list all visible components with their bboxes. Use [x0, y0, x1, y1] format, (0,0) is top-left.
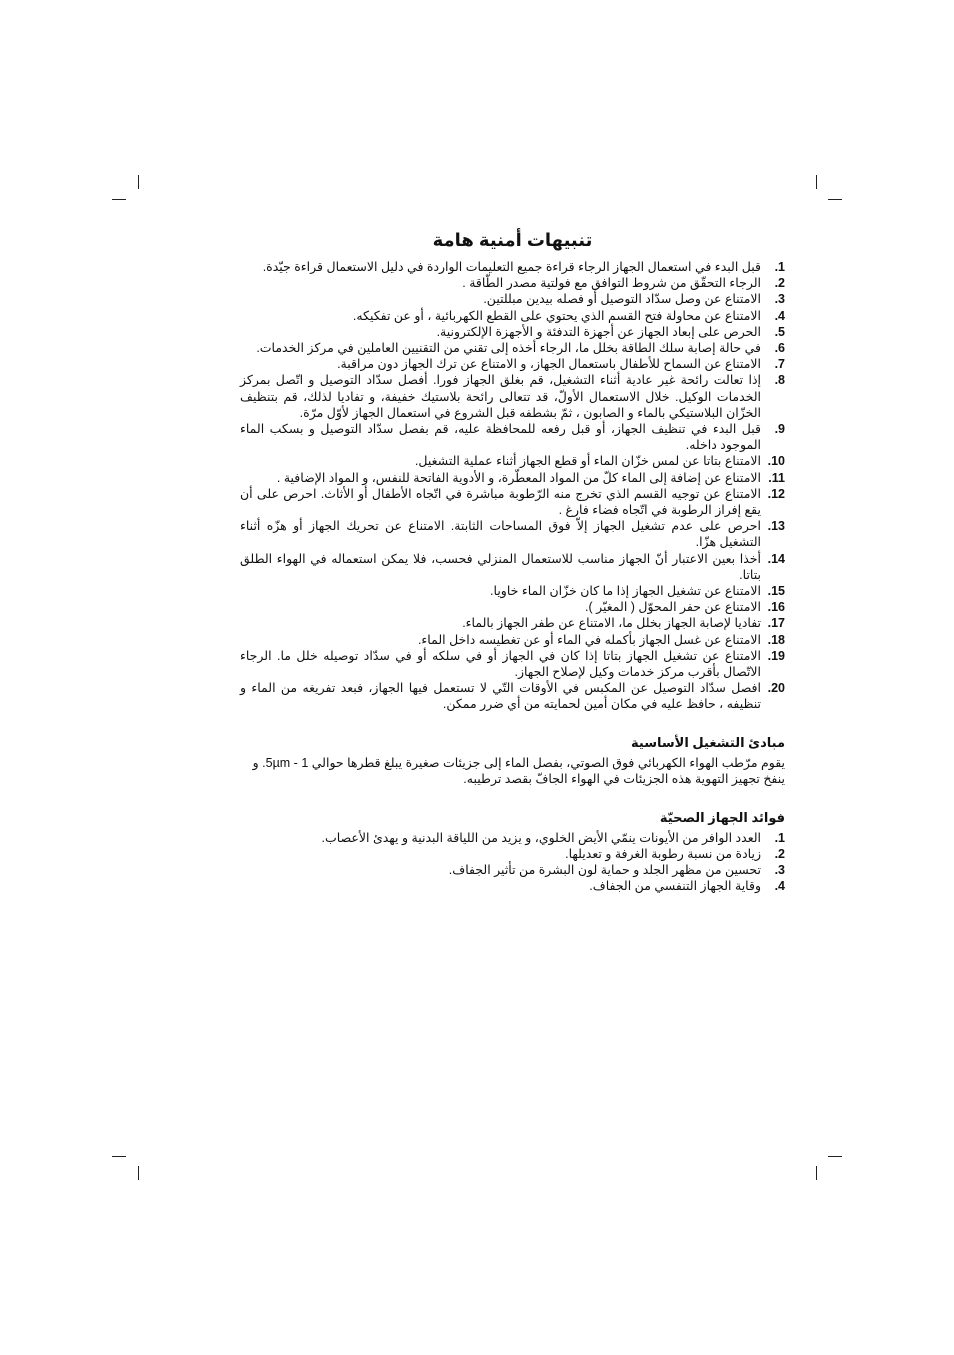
item-number: 12.: [767, 486, 785, 501]
crop-mark-bottom-left-vertical: [138, 1166, 139, 1180]
item-number: 17.: [767, 616, 785, 631]
item-number: 18.: [767, 632, 785, 647]
item-number: 8.: [774, 373, 785, 388]
item-text: الامتناع عن محاولة فتح القسم الذي يحتوي على القطع الكهربائية ، أو عن تفكيكه.: [352, 308, 761, 323]
item-text: العدد الوافر من الأيونات ينمّي الأيض الخلوي، و يزيد من اللياقة البدنية و يهدئ الأعصاب.: [321, 830, 761, 845]
list-item: [240, 259, 785, 275]
crop-mark-top-right-vertical: [816, 175, 817, 189]
list-item: [240, 340, 785, 356]
list-item: [240, 599, 785, 615]
crop-mark-top-left-vertical: [138, 175, 139, 189]
list-item: [240, 551, 785, 583]
crop-mark-top-right-horizontal: [828, 199, 842, 200]
item-text: الامتناع عن السماح للأطفال باستعمال الجهاز، و الامتناع عن ترك الجهاز دون مراقبة.: [337, 357, 761, 372]
list-item: [240, 356, 785, 372]
list-item: [240, 648, 785, 680]
item-number: 14.: [767, 551, 785, 566]
item-text: الامتناع عن غسل الجهاز بأكمله في الماء أو عن تغطيسه داخل الماء.: [417, 632, 761, 647]
list-item: [240, 470, 785, 486]
item-text: احرص على عدم تشغيل الجهاز إلاّ فوق المساحات الثابتة. الامتناع عن تحريك الجهاز أو هزّه أثناء التشغيل هزّا.: [240, 519, 761, 550]
list-item: [240, 583, 785, 599]
list-item: [240, 453, 785, 469]
item-text: الامتناع عن حفر المحوّل ( المغيّر ).: [585, 600, 761, 615]
item-text: الامتناع بتاتا عن لمس خزّان الماء أو قطع الجهاز أثناء عملية التشغيل.: [414, 454, 761, 469]
item-text: زيادة من نسبة رطوبة الغرفة و تعديلها.: [565, 846, 761, 861]
item-text: الرجاء التحقّق من شروط التوافق مع فولتية مصدر الطّاقة .: [462, 276, 761, 291]
item-number: 19.: [767, 648, 785, 663]
item-number: 3.: [774, 863, 785, 878]
item-text: الامتناع عن توجيه القسم الذي تخرج منه الرّطوبة مباشرة في اتّجاه الأطفال أو الأثاث. احرص على أن يقع إفراز الرطوبة في اتّجاه فضاء فارغ .: [240, 486, 761, 518]
list-item: [240, 372, 785, 421]
item-number: 4.: [774, 879, 785, 894]
item-number: 15.: [767, 584, 785, 599]
crop-mark-top-left-horizontal: [112, 199, 126, 200]
item-number: 9.: [774, 422, 785, 437]
page-content: [240, 230, 785, 895]
list-item: [240, 632, 785, 648]
crop-mark-bottom-right-horizontal: [828, 1156, 842, 1157]
list-item: [240, 680, 785, 712]
item-number: 3.: [774, 292, 785, 307]
page-title: تنبيهات أمنية هامة: [432, 230, 593, 250]
item-number: 1.: [774, 830, 785, 845]
item-text: الامتناع عن إضافة إلى الماء كلّ من المواد المعطّرة، و الأدوية الفاتحة للنفس، و المواد الإضافية .: [276, 470, 761, 485]
item-text: الامتناع عن تشغيل الجهاز بتاتا إذا كان في الجهاز أو في سلكه أو في سدّاد توصيله خلل ما. الرجاء الاتّصال بأقرب مركز خدمات وكيل لإصلاح الجهاز.: [240, 648, 761, 680]
item-text: إذا تعالت رائحة غير عادية أثناء التشغيل، قم بغلق الجهاز فورا. أفصل سدّاد التوصيل و اتّصل بمركز الخدمات الوكيل. خلال الاستعمال الأولّ، قد تتعالى رائحة بلاستيك خفيفة، و تفاديا لذلك، قم بتنظيف الخزّان البلاستيكي بالماء و الصابون ، ثمّ بشطفه قبل الشروع في استعمال الجهاز لأوّل مرّة.: [240, 373, 761, 420]
list-item: [240, 291, 785, 307]
item-text: في حالة إصابة سلك الطاقة بخلل ما، الرجاء أخذه إلى تقني من التقنيين العاملين في مركز الخدمات.: [256, 341, 761, 356]
item-number: 1.: [774, 260, 785, 274]
item-number: 2.: [774, 846, 785, 861]
list-item: [240, 615, 785, 631]
item-number: 2.: [774, 276, 785, 291]
list-item: [240, 275, 785, 291]
list-item: [240, 878, 785, 894]
item-text: وقاية الجهاز التنفسي من الجفاف.: [589, 879, 761, 894]
crop-mark-bottom-right-vertical: [816, 1166, 817, 1180]
warnings-list: [240, 259, 785, 713]
list-item: [240, 830, 785, 846]
list-item: [240, 421, 785, 453]
list-item: [240, 518, 785, 550]
list-item: [240, 846, 785, 862]
crop-mark-bottom-left-horizontal: [112, 1156, 126, 1157]
item-text: تحسين من مظهر الجلد و حماية لون البشرة من تأثير الجفاف.: [448, 863, 761, 878]
benefits-heading: فوائد الجهاز الصحيّة: [659, 809, 785, 825]
item-number: 10.: [767, 454, 785, 469]
principles-text: يقوم مرّطب الهواء الكهربائي فوق الصوتي، بفصل الماء إلى جزيئات صغيرة يبلغ قطرها حوالي 1 - 5µm. و ينفخ تجهيز التهوية هذه الجزيئات في الهواء الجافّ بقصد ترطيبه.: [252, 755, 785, 787]
item-number: 20.: [767, 681, 785, 696]
item-text: قبل البدء في استعمال الجهاز الرجاء قراءة جميع التعليمات الواردة في دليل الاستعمال قراءة جيّدة.: [262, 260, 761, 274]
principles-heading: مبادئ التشغيل الأساسية: [631, 734, 785, 750]
list-item: [240, 486, 785, 518]
list-item: [240, 862, 785, 878]
item-number: 5.: [774, 324, 785, 339]
benefits-list: [240, 830, 785, 895]
item-text: قبل البدء في تنظيف الجهاز، أو قبل رفعه للمحافظة عليه، قم بفصل سدّاد التوصيل و بسكب الماء الموجود داخله.: [240, 422, 761, 453]
item-text: الحرص على إبعاد الجهاز عن أجهزة التدفئة و الأجهزة الإلكترونية.: [436, 324, 761, 339]
item-number: 11.: [768, 470, 785, 485]
item-text: الامتناع عن تشغيل الجهاز إذا ما كان خزّان الماء خاويا.: [490, 584, 761, 599]
item-number: 4.: [774, 308, 785, 323]
item-number: 6.: [774, 341, 785, 356]
item-text: الامتناع عن وصل سدّاد التوصيل أو فصله بيدين مبللتين.: [483, 292, 761, 307]
list-item: [240, 308, 785, 324]
item-text: افصل سدّاد التوصيل عن المكبس في الأوقات التّي لا تستعمل فيها الجهاز، فبعد تفريغه من الماء و تنظيفه ، حافظ عليه في مكان أمين لحمايته من أي ضرر ممكن.: [240, 681, 761, 712]
list-item: [240, 324, 785, 340]
item-number: 13.: [767, 519, 785, 534]
item-text: تفاديا لإصابة الجهاز بخلل ما، الامتناع عن طفر الجهاز بالماء.: [462, 616, 761, 631]
item-number: 7.: [774, 357, 785, 372]
item-text: أخذا بعين الاعتبار أنّ الجهاز مناسب للاستعمال المنزلي فحسب، فلا يمكن استعماله في الهواء الطلق بتاتا.: [240, 551, 761, 582]
item-number: 16.: [767, 600, 785, 615]
